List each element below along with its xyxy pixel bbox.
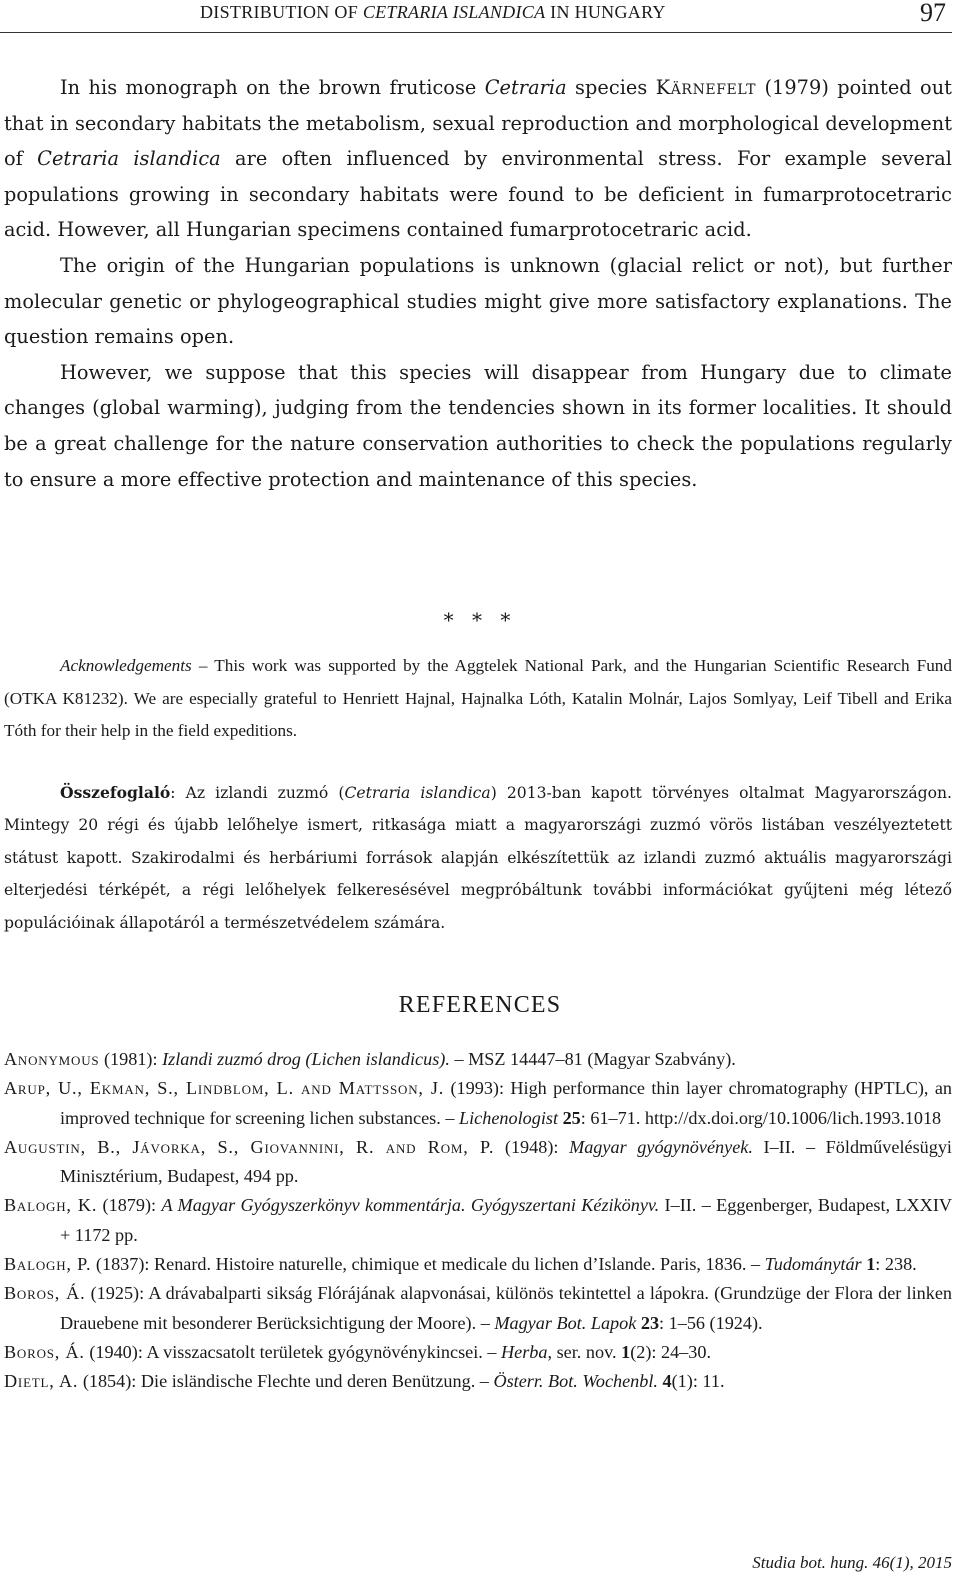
acknowledgements-label: Acknowledgements: [60, 656, 192, 675]
reference-entry: [4, 1191, 952, 1250]
text-run: (1948):: [494, 1136, 570, 1157]
references-list: [4, 1045, 952, 1397]
text-run: (1925): A drávabalparti sikság Flórájának alapvonásai, különös tekintettel a lápokra. (Grundzüge der Flora der linken Drauebene mit besonderer Berücksichtigung der Moore). –: [60, 1283, 952, 1333]
running-title-species: CETRARIA ISLANDICA: [362, 2, 546, 22]
ref-journal: Magyar Bot. Lapok: [494, 1312, 637, 1333]
text-run: (1): 11.: [671, 1371, 725, 1392]
reference-entry: [4, 1074, 952, 1133]
ref-title: Magyar gyógynövények.: [569, 1136, 753, 1157]
reference-entry: [4, 1250, 952, 1279]
text-run: (1879):: [97, 1195, 162, 1216]
taxon-name: Cetraria: [484, 76, 567, 99]
summary-label: Összefoglaló: [60, 783, 171, 802]
ref-journal: Tudománytár: [764, 1254, 862, 1275]
text-run: species: [566, 76, 656, 99]
text-run: (1993): High performance thin layer chromatography (HPTLC), an improved technique for screening lichen substances. –: [60, 1078, 952, 1128]
ref-volume: 23: [640, 1312, 660, 1333]
ref-volume: 4: [662, 1371, 672, 1392]
author-name: Kärnefelt: [655, 76, 757, 99]
taxon-name: Cetraria islandica: [37, 147, 221, 171]
text-run: In his monograph on the brown fruticose: [60, 76, 485, 99]
ref-volume: 1: [866, 1254, 876, 1275]
ref-author: Balogh, P.: [4, 1254, 92, 1275]
ref-volume: 1: [621, 1341, 631, 1362]
body-paragraph-2: The origin of the Hungarian populations is unknown (glacial relict or not), but further molecular genetic or phylogeographical studies might give more satisfactory explanations. The question remains open.: [4, 253, 952, 349]
reference-entry: [4, 1338, 952, 1367]
text-run: – MSZ 14447–81 (Magyar Szabvány).: [449, 1049, 736, 1069]
ref-author: Boros, Á.: [4, 1283, 86, 1304]
text-run: ) 2013-ban kapott törvényes oltalmat Magyarországon. Mintegy 20 régi és újabb lelőhelye ismert, ritkasága miatt a magyarországi zuzmó vörös listában veszélyeztetett státust kapott. Szakirodalmi és herbáriumi források alapján elkészítettük az izlandi zuzmó aktuális magyarországi elterjedési térképét, a régi lelőhelyek felkeresésével megpróbáltunk további információkat gyűjteni még létező populációinak állapotáról a természetvédelem számára.: [4, 784, 952, 932]
ref-author: Augustin, B., Jávorka, S., Giovannini, R. and Rom, P.: [4, 1136, 495, 1157]
text-run: (2): 24–30.: [630, 1341, 712, 1362]
ref-author: Anonymous: [4, 1049, 100, 1069]
ref-author: Balogh, K.: [4, 1195, 98, 1216]
ref-volume: 25: [562, 1107, 581, 1128]
text-run: (1837): Renard. Histoire naturelle, chimique et medicale du lichen d’Islande. Paris, 1836. –: [91, 1254, 765, 1275]
text-run: I–II. – Eggenberger, Budapest, LXXIV + 1172 pp.: [60, 1195, 953, 1245]
text-run: : 238.: [875, 1254, 917, 1275]
running-title: [200, 2, 666, 23]
ref-journal: Österr. Bot. Wochenbl.: [493, 1371, 658, 1392]
reference-entry: [4, 1367, 952, 1396]
ref-author: Arup, U., Ekman, S., Lindblom, L. and Mattsson, J.: [4, 1078, 445, 1099]
acknowledgements-text: – This work was supported by the Aggtelek National Park, and the Hungarian Scientific Research Fund (OTKA K81232). We are especially grateful to Henriett Hajnal, Hajnalka Lóth, Katalin Molnár, Lajos Somlyay, Leif Tibell and Erika Tóth for their help in the field expeditions.: [4, 656, 952, 740]
taxon-name: Cetraria islandica: [344, 784, 491, 802]
text-run: : 61–71. http://dx.doi.org/10.1006/lich.1993.1018: [580, 1107, 942, 1128]
references-heading: REFERENCES: [398, 992, 562, 1018]
ref-title: A Magyar Gyógyszerkönyv kommentárja. Gyógyszertani Kézikönyv.: [161, 1195, 660, 1216]
ref-journal: Lichenologist: [459, 1107, 559, 1128]
text-run: (1981):: [99, 1049, 163, 1069]
ref-journal: Herba: [501, 1341, 548, 1362]
section-separator: * * *: [443, 608, 517, 632]
ref-author: Boros, Á.: [4, 1341, 85, 1362]
running-title-post: IN HUNGARY: [545, 2, 666, 22]
body-text: [4, 70, 952, 497]
text-run: (1854): Die isländische Flechte und deren Benützung. –: [78, 1371, 494, 1392]
acknowledgements: [4, 650, 952, 748]
summary-paragraph: [4, 777, 952, 939]
text-run: (1979) pointed out that in secondary habitats the metabolism, sexual reproduction and morphological development of: [4, 76, 952, 171]
acknowledgements-paragraph: [4, 650, 952, 748]
text-run: : Az izlandi zuzmó (: [170, 784, 345, 802]
reference-entry: [4, 1133, 952, 1192]
running-head: [0, 0, 952, 33]
body-paragraph-3: However, we suppose that this species will disappear from Hungary due to climate changes (global warming), judging from the tendencies shown in its former localities. It should be a great challenge for the nature conservation authorities to check the populations regularly to ensure a more effective protection and maintenance of this species.: [4, 360, 952, 491]
text-run: I–II. – Földművelésügyi Minisztérium, Budapest, 494 pp.: [60, 1136, 952, 1187]
text-run: (1940): A visszacsatolt területek gyógynövénykincsei. –: [84, 1341, 502, 1362]
reference-entry: [4, 1279, 952, 1338]
ref-author: Dietl, A.: [4, 1371, 79, 1392]
page-number: 97: [920, 0, 946, 27]
text-run: are often influenced by environmental stress. For example several populations growing in secondary habitats were found to be deficient in fumarprotocetraric acid. However, all Hungarian specimens contained fumarprotocetraric acid.: [4, 147, 952, 242]
running-title-pre: DISTRIBUTION OF: [200, 2, 363, 22]
reference-entry: [4, 1045, 952, 1074]
text-run: : 1–56 (1924).: [659, 1312, 763, 1333]
hungarian-summary: [4, 777, 952, 939]
text-run: , ser. nov.: [547, 1341, 622, 1362]
journal-footer: Studia bot. hung. 46(1), 2015: [752, 1553, 952, 1572]
body-paragraph-1: [4, 70, 952, 248]
ref-title: Izlandi zuzmó drog (Lichen islandicus).: [162, 1049, 450, 1069]
